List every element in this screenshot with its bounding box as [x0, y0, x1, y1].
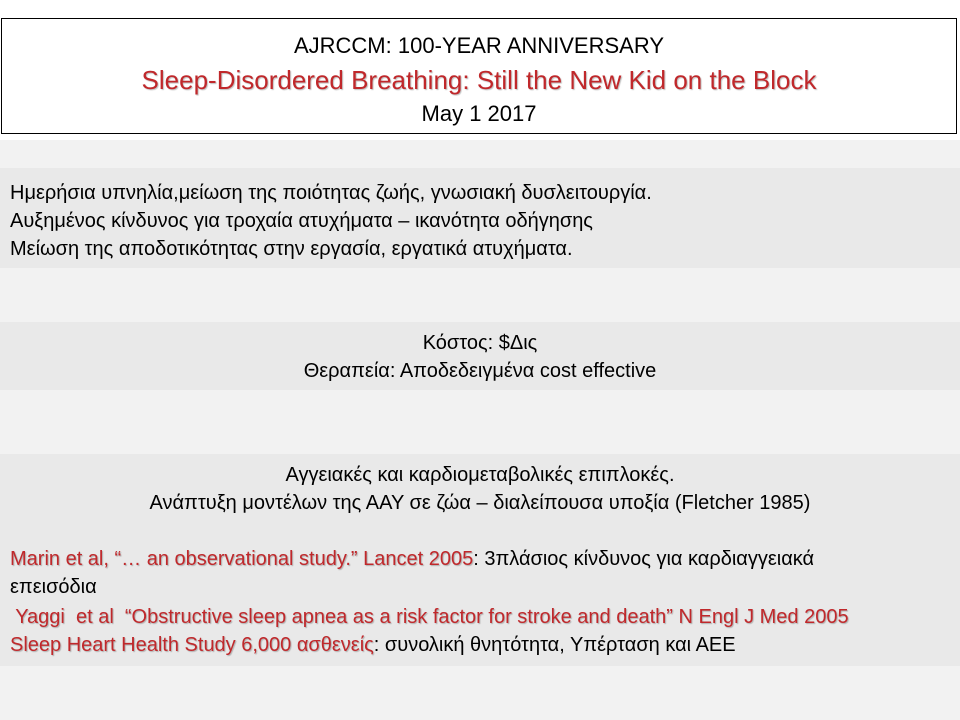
text-line: Μείωση της αποδοτικότητας στην εργασία, εργατικά ατυχήματα.: [10, 238, 573, 260]
title-anniversary: AJRCCM: 100-YEAR ANNIVERSARY: [293, 33, 665, 58]
bg-band: [0, 268, 960, 322]
reference-citation: Sleep Heart Health Study 6,000 ασθενείς: [10, 634, 374, 656]
reference-text: : 3πλάσιος κίνδυνος για καρδιαγγειακά: [473, 548, 815, 570]
text-line: Αγγειακές και καρδιομεταβολικές επιπλοκές.: [285, 464, 675, 486]
bg-band: [0, 140, 960, 168]
text-line: Ημερήσια υπνηλία,μείωση της ποιότητας ζωής, γνωσιακή δυσλειτουργία.: [10, 182, 652, 204]
text-line: επεισόδια: [10, 576, 97, 598]
reference-citation: Marin et al, “… an observational study.” Lancet 2005: [10, 548, 474, 570]
reference-yaggi: Yaggi et al “Obstructive sleep apnea as a risk factor for stroke and death” N Engl J Med 2005: [10, 606, 849, 628]
text-line: Ανάπτυξη μοντέλων της ΑΑΥ σε ζώα – διαλείπουσα υποξία (Fletcher 1985): [149, 492, 811, 514]
therapy-line: Θεραπεία: Αποδεδειγμένα cost effective: [303, 360, 657, 382]
bg-band: [0, 666, 960, 720]
reference-shhs: [10, 634, 736, 657]
title-box: [1, 18, 957, 134]
title-date: May 1 2017: [421, 101, 537, 126]
title-main: Sleep-Disordered Breathing: Still the New Kid on the Block: [141, 65, 817, 95]
text-line: Αυξημένος κίνδυνος για τροχαία ατυχήματα – ικανότητα οδήγησης: [10, 210, 593, 232]
reference-text: : συνολική θνητότητα, Υπέρταση και ΑΕΕ: [373, 634, 736, 656]
cost-line: Κόστος: $Δις: [422, 332, 538, 354]
reference-marin: [10, 548, 814, 571]
bg-band: [0, 390, 960, 454]
